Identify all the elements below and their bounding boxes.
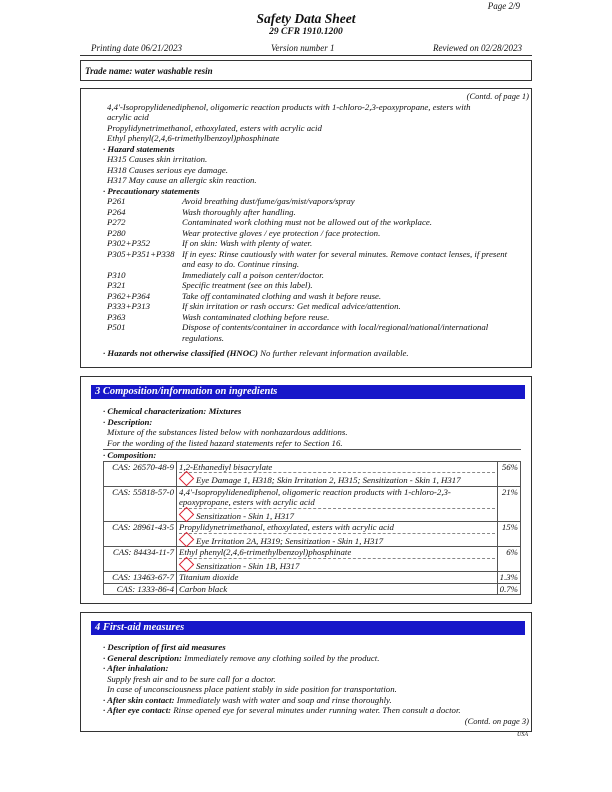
general-label: · General description: — [103, 652, 182, 663]
hnoc-text: No further relevant information available. — [260, 348, 409, 358]
hazard-classes — [179, 472, 495, 486]
table-row — [104, 461, 521, 486]
printing-date: Printing date 06/21/2023 — [91, 43, 182, 53]
hazard-classes — [179, 558, 495, 572]
ingredient-line: 4,4'-Isopropylidenediphenol, oligomeric reaction products with 1-chloro-2,3-epoxypropane, esters with — [107, 101, 471, 112]
document-subtitle: 29 CFR 1910.1200 — [269, 27, 343, 37]
p-code: P310 — [107, 269, 126, 280]
p-text: If on skin: Wash with plenty of water. — [182, 238, 313, 248]
general-description — [103, 653, 521, 664]
ingredient-name: Carbon black — [177, 583, 498, 595]
ingredient-cell — [177, 522, 498, 547]
skin-text: Immediately wash with water and soap and rinse thoroughly. — [176, 694, 392, 705]
precautionary-row — [107, 207, 521, 218]
precautionary-row — [107, 270, 521, 281]
cas-number: CAS: 28961-43-5 — [104, 522, 177, 547]
document-title: Safety Data Sheet — [256, 11, 356, 26]
table-row — [104, 522, 521, 547]
p-code: P280 — [107, 227, 126, 238]
cas-number: CAS: 26570-48-9 — [104, 461, 177, 486]
section-4 — [80, 612, 532, 732]
hazard-statement: H315 Causes skin irritation. — [107, 154, 208, 164]
chemical-characterization: · Chemical characterization: Mixtures — [103, 406, 242, 416]
header-divider — [80, 55, 532, 56]
precautionary-label: · Precautionary statements — [103, 185, 200, 196]
p-text: Wash thoroughly after handling. — [182, 206, 296, 217]
table-row — [104, 572, 521, 584]
hazard-statement: H318 Causes serious eye damage. — [107, 164, 228, 175]
table-row — [104, 486, 521, 522]
p-text: If in eyes: Rinse cautiously with water for several minutes. Remove contact lenses, if present and easy to do. Continue rinsing. — [182, 248, 508, 269]
precautionary-row — [107, 217, 521, 228]
ingredient-cell — [177, 461, 498, 486]
trade-name: Trade name: water washable resin — [80, 60, 532, 81]
hnoc-line — [103, 348, 521, 359]
ingredient-name: 4,4'-Isopropylidenediphenol, oligomeric reaction products with 1-chloro-2,3-epoxypropane, esters with acrylic acid — [179, 486, 451, 507]
inhalation-line: Supply fresh air and to be sure call for a doctor. — [107, 673, 276, 684]
reviewed-date: Reviewed on 02/28/2023 — [433, 43, 522, 53]
precautionary-row — [107, 238, 521, 249]
description-line: Mixture of the substances listed below with nonhazardous additions. — [107, 427, 348, 437]
first-aid-description-label: · Description of first aid measures — [103, 642, 226, 652]
ingredient-name: 1,2-Ethanediyl bisacrylate — [179, 461, 273, 472]
p-code: P302+P352 — [107, 238, 151, 248]
hazard-text: Sensitization - Skin 1, H317 — [196, 510, 294, 521]
continued-on-note: (Contd. on page 3) — [464, 715, 529, 726]
table-row — [104, 547, 521, 572]
cas-number: CAS: 55818-57-0 — [104, 486, 177, 522]
precautionary-row — [107, 228, 521, 239]
inhalation-line: In case of unconsciousness place patient stably in side position for transportation. — [107, 684, 397, 694]
page-number: Page 2/9 — [487, 1, 520, 11]
cas-number: CAS: 1333-86-4 — [104, 583, 177, 595]
hazard-section — [80, 88, 532, 368]
cas-number: CAS: 84434-11-7 — [104, 547, 177, 572]
percentage: 15% — [497, 522, 520, 547]
p-text: Wear protective gloves / eye protection / face protection. — [182, 227, 381, 238]
section-3-heading: 3 Composition/information on ingredients — [91, 385, 525, 399]
ingredient-line: Propylidynetrimethanol, ethoxylated, esters with acrylic acid — [107, 122, 322, 133]
p-text: Immediately call a poison center/doctor. — [182, 269, 324, 280]
p-text: Avoid breathing dust/fume/gas/mist/vapors/spray — [182, 196, 355, 206]
composition-label: · Composition: — [103, 449, 521, 461]
ingredient-line: Ethyl phenyl(2,4,6-trimethylbenzoyl)phosphinate — [107, 133, 280, 143]
p-text: If skin irritation or rash occurs: Get medical advice/attention. — [182, 301, 401, 311]
percentage: 0.7% — [497, 583, 520, 595]
ghs-exclamation-icon — [179, 531, 195, 547]
hazard-classes — [179, 533, 495, 547]
precautionary-row — [107, 249, 521, 270]
ghs-exclamation-icon — [179, 556, 195, 572]
percentage: 21% — [497, 486, 520, 522]
eye-contact — [103, 705, 521, 716]
hazard-text: Eye Damage 1, H318; Skin Irritation 2, H315; Sensitization - Skin 1, H317 — [196, 475, 461, 485]
p-code: P264 — [107, 206, 126, 217]
hazard-statement: H317 May cause an allergic skin reaction. — [107, 175, 257, 185]
inhalation-label: · After inhalation: — [103, 663, 169, 673]
region-tag: USA — [517, 732, 528, 738]
p-text: Take off contaminated clothing and wash it before reuse. — [182, 290, 382, 301]
description-line: For the wording of the listed hazard statements refer to Section 16. — [107, 437, 343, 448]
eye-label: · After eye contact: — [103, 705, 172, 715]
p-text: Contaminated work clothing must not be allowed out of the workplace. — [182, 217, 432, 227]
p-text: Dispose of contents/container in accordance with local/regional/national/international regulations. — [182, 322, 489, 343]
ghs-exclamation-icon — [179, 471, 195, 487]
precautionary-row — [107, 301, 521, 312]
eye-text: Rinse opened eye for several minutes under running water. Then consult a doctor. — [173, 705, 461, 715]
p-text: Wash contaminated clothing before reuse. — [182, 311, 330, 322]
section-4-heading: 4 First-aid measures — [91, 621, 525, 635]
section-3 — [80, 376, 532, 604]
precautionary-row — [107, 291, 521, 302]
ingredient-name: Propylidynetrimethanol, ethoxylated, esters with acrylic acid — [179, 522, 394, 532]
p-code: P321 — [107, 280, 126, 290]
p-code: P272 — [107, 217, 126, 227]
hnoc-label: · Hazards not otherwise classified (HNOC) — [103, 348, 258, 358]
hazard-text: Eye Irritation 2A, H319; Sensitization - Skin 1, H317 — [196, 535, 384, 546]
precautionary-row — [107, 312, 521, 323]
ingredient-line: acrylic acid — [107, 112, 149, 122]
p-code: P333+P313 — [107, 301, 151, 311]
composition-table — [103, 461, 521, 596]
hazard-statements-label: · Hazard statements — [103, 143, 175, 154]
p-code: P362+P364 — [107, 290, 151, 301]
p-code: P501 — [107, 322, 126, 332]
ingredient-cell — [177, 547, 498, 572]
general-text: Immediately remove any clothing soiled by the product. — [184, 652, 380, 663]
table-row — [104, 583, 521, 595]
ghs-exclamation-icon — [179, 506, 195, 522]
percentage: 1.3% — [497, 572, 520, 584]
hazard-classes — [179, 508, 495, 522]
percentage: 56% — [497, 461, 520, 486]
p-text: Specific treatment (see on this label). — [182, 280, 313, 290]
ingredient-name: Ethyl phenyl(2,4,6-trimethylbenzoyl)phosphinate — [179, 547, 352, 557]
percentage: 6% — [497, 547, 520, 572]
skin-label: · After skin contact: — [103, 694, 175, 705]
ingredient-cell — [177, 486, 498, 522]
precautionary-row — [107, 280, 521, 291]
continued-note: (Contd. of page 1) — [466, 91, 529, 101]
cas-number: CAS: 13463-67-7 — [104, 572, 177, 584]
p-code: P261 — [107, 196, 126, 206]
skin-contact — [103, 695, 521, 706]
p-code: P305+P351+P338 — [107, 248, 175, 259]
hazard-text: Sensitization - Skin 1B, H317 — [196, 560, 300, 571]
version-number: Version number 1 — [271, 43, 335, 53]
precautionary-row — [107, 322, 521, 343]
description-label: · Description: — [103, 416, 153, 427]
ingredient-name: Titanium dioxide — [177, 572, 498, 584]
p-code: P363 — [107, 311, 126, 322]
precautionary-row — [107, 196, 521, 207]
